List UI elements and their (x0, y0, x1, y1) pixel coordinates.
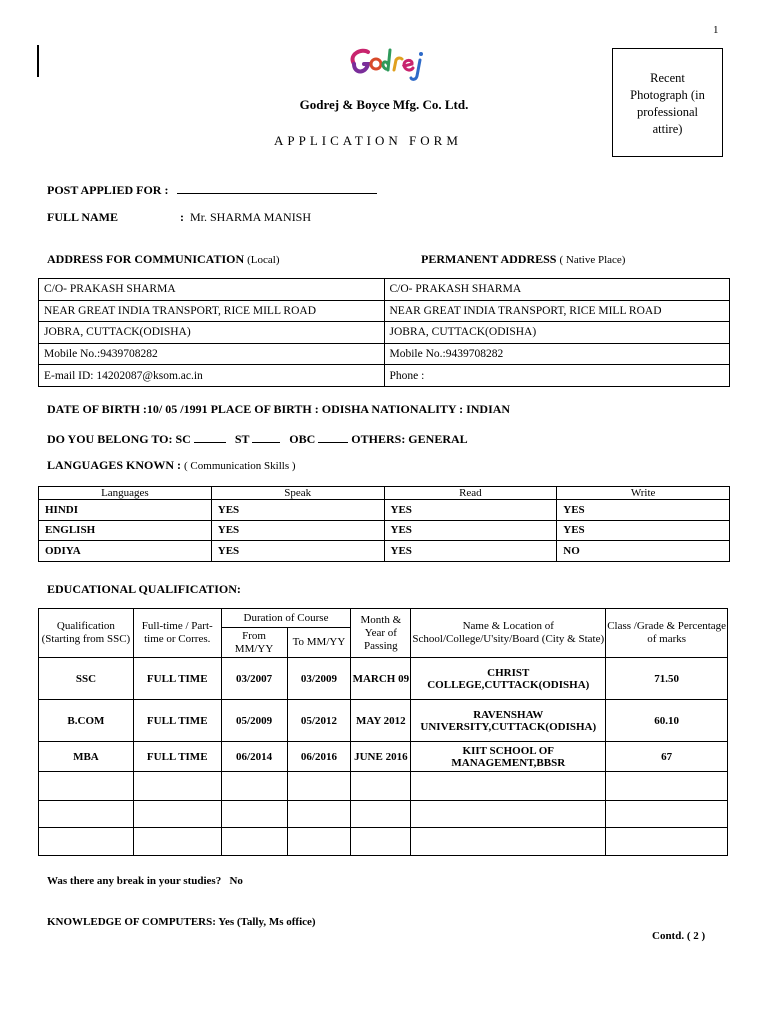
qualification-cell: B.COM (39, 700, 134, 742)
marks-cell: 71.50 (606, 658, 728, 700)
permanent-address-cell: Phone : (384, 365, 730, 387)
language-skill: YES (211, 500, 384, 521)
page-number: 1 (713, 24, 719, 36)
permanent-address-cell: C/O- PRAKASH SHARMA (384, 279, 730, 301)
passing-cell: JUNE 2016 (351, 742, 411, 772)
post-applied-field[interactable] (177, 182, 377, 194)
address-table (38, 278, 730, 387)
to-cell: 05/2012 (287, 700, 351, 742)
full-name-value: Mr. SHARMA MANISH (190, 210, 312, 224)
contd-label: Contd. ( 2 ) (652, 930, 706, 942)
header-passing: Month & Year of Passing (351, 609, 411, 658)
marks-cell: 60.10 (606, 700, 728, 742)
category-label: DO YOU BELONG TO: (47, 432, 173, 446)
permanent-address-cell: NEAR GREAT INDIA TRANSPORT, RICE MILL ROAD (384, 300, 730, 322)
local-address-cell: JOBRA, CUTTACK(ODISHA) (39, 322, 385, 344)
category-sc-label: SC (175, 432, 191, 446)
language-header: Read (384, 487, 557, 500)
permanent-address-heading (421, 252, 625, 267)
from-cell: 03/2007 (221, 658, 287, 700)
local-address-title: ADDRESS FOR COMMUNICATION (47, 252, 245, 266)
language-header: Languages (39, 487, 212, 500)
mode-cell (133, 828, 221, 856)
language-skill: YES (384, 520, 557, 541)
qualification-cell: MBA (39, 742, 134, 772)
obc-field[interactable] (318, 431, 348, 443)
passing-cell: MAY 2012 (351, 700, 411, 742)
languages-note: ( Communication Skills ) (184, 460, 296, 472)
institution-cell: CHRIST COLLEGE,CUTTACK(ODISHA) (411, 658, 606, 700)
education-table (38, 608, 728, 856)
qualification-cell: SSC (39, 658, 134, 700)
language-skill: YES (557, 520, 730, 541)
language-name: HINDI (39, 500, 212, 521)
passing-cell (351, 801, 411, 828)
language-header: Speak (211, 487, 384, 500)
category-row (47, 431, 468, 447)
computers-row: KNOWLEDGE OF COMPUTERS: Yes (Tally, Ms office) (47, 916, 316, 928)
sc-field[interactable] (194, 431, 226, 443)
to-cell: 03/2009 (287, 658, 351, 700)
language-row (39, 500, 730, 521)
languages-heading (47, 458, 296, 473)
address-row (39, 279, 730, 301)
address-row (39, 365, 730, 387)
language-skill: YES (211, 541, 384, 562)
institution-cell: KIIT SCHOOL OF MANAGEMENT,BBSR (411, 742, 606, 772)
marks-cell (606, 772, 728, 801)
post-applied-label: POST APPLIED FOR : (47, 183, 169, 197)
permanent-address-cell: JOBRA, CUTTACK(ODISHA) (384, 322, 730, 344)
from-cell: 06/2014 (221, 742, 287, 772)
languages-label: LANGUAGES KNOWN : (47, 458, 182, 472)
header-to: To MM/YY (287, 628, 351, 658)
local-address-cell: E-mail ID: 14202087@ksom.ac.in (39, 365, 385, 387)
post-applied-row (47, 182, 377, 198)
from-cell: 05/2009 (221, 700, 287, 742)
break-question: Was there any break in your studies? (47, 875, 222, 887)
language-skill: YES (384, 541, 557, 562)
local-address-cell: C/O- PRAKASH SHARMA (39, 279, 385, 301)
mode-cell (133, 772, 221, 801)
break-answer: No (229, 875, 243, 887)
education-row (39, 772, 728, 801)
photo-box[interactable] (612, 48, 723, 157)
from-cell (221, 828, 287, 856)
permanent-address-title: PERMANENT ADDRESS (421, 252, 557, 266)
education-row (39, 658, 728, 700)
local-address-cell: Mobile No.:9439708282 (39, 343, 385, 365)
full-name-row (47, 210, 312, 225)
language-name: ODIYA (39, 541, 212, 562)
language-skill: YES (557, 500, 730, 521)
education-row (39, 742, 728, 772)
header-institution: Name & Location of School/College/U'sity/Board (City & State) (411, 609, 606, 658)
mode-cell: FULL TIME (133, 700, 221, 742)
language-row (39, 541, 730, 562)
language-skill: YES (211, 520, 384, 541)
permanent-address-cell: Mobile No.:9439708282 (384, 343, 730, 365)
header-duration: Duration of Course (221, 609, 351, 628)
local-address-heading (47, 252, 280, 267)
education-row (39, 700, 728, 742)
marks-cell (606, 828, 728, 856)
passing-cell: MARCH 09 (351, 658, 411, 700)
passing-cell (351, 828, 411, 856)
education-row (39, 801, 728, 828)
qualification-cell (39, 801, 134, 828)
full-name-label: FULL NAME (47, 210, 119, 224)
break-row (47, 875, 243, 887)
photo-box-line: Photograph (in (630, 88, 705, 102)
permanent-address-note: ( Native Place) (559, 254, 626, 266)
marks-cell: 67 (606, 742, 728, 772)
address-row (39, 300, 730, 322)
institution-cell (411, 772, 606, 801)
to-cell (287, 801, 351, 828)
qualification-cell (39, 772, 134, 801)
education-row (39, 828, 728, 856)
qualification-cell (39, 828, 134, 856)
mode-cell: FULL TIME (133, 742, 221, 772)
institution-cell: RAVENSHAW UNIVERSITY,CUTTACK(ODISHA) (411, 700, 606, 742)
header-marks: Class /Grade & Percentage of marks (606, 609, 728, 658)
mode-cell (133, 801, 221, 828)
company-name: Godrej & Boyce Mfg. Co. Ltd. (299, 97, 469, 112)
language-skill: YES (384, 500, 557, 521)
institution-cell (411, 801, 606, 828)
from-cell (221, 801, 287, 828)
godrej-logo-icon (344, 42, 426, 82)
language-name: ENGLISH (39, 520, 212, 541)
margin-bar (37, 45, 39, 77)
address-row (39, 322, 730, 344)
languages-table (38, 486, 730, 562)
category-st-label: ST (234, 432, 250, 446)
education-label: EDUCATIONAL QUALIFICATION: (47, 582, 241, 596)
to-cell (287, 772, 351, 801)
st-field[interactable] (252, 431, 280, 443)
photo-box-line: professional (636, 105, 699, 119)
local-address-note: (Local) (247, 254, 280, 266)
to-cell (287, 828, 351, 856)
mode-cell: FULL TIME (133, 658, 221, 700)
local-address-cell: NEAR GREAT INDIA TRANSPORT, RICE MILL ROAD (39, 300, 385, 322)
from-cell (221, 772, 287, 801)
header-from: From MM/YY (221, 628, 287, 658)
language-skill: NO (557, 541, 730, 562)
photo-box-line: Recent (650, 71, 685, 85)
category-others: OTHERS: GENERAL (351, 432, 468, 446)
header-mode: Full-time / Part-time or Corres. (133, 609, 221, 658)
to-cell: 06/2016 (287, 742, 351, 772)
photo-box-line: attire) (652, 122, 683, 136)
passing-cell (351, 772, 411, 801)
category-obc-label: OBC (289, 432, 316, 446)
language-header: Write (557, 487, 730, 500)
full-name-colon: : (180, 210, 184, 224)
institution-cell (411, 828, 606, 856)
language-row (39, 520, 730, 541)
marks-cell (606, 801, 728, 828)
form-title: APPLICATION FORM (274, 133, 462, 148)
header-qualification: Qualification (Starting from SSC) (39, 609, 134, 658)
dob-line: DATE OF BIRTH :10/ 05 /1991 PLACE OF BIRTH : ODISHA NATIONALITY : INDIAN (47, 402, 511, 416)
address-row (39, 343, 730, 365)
